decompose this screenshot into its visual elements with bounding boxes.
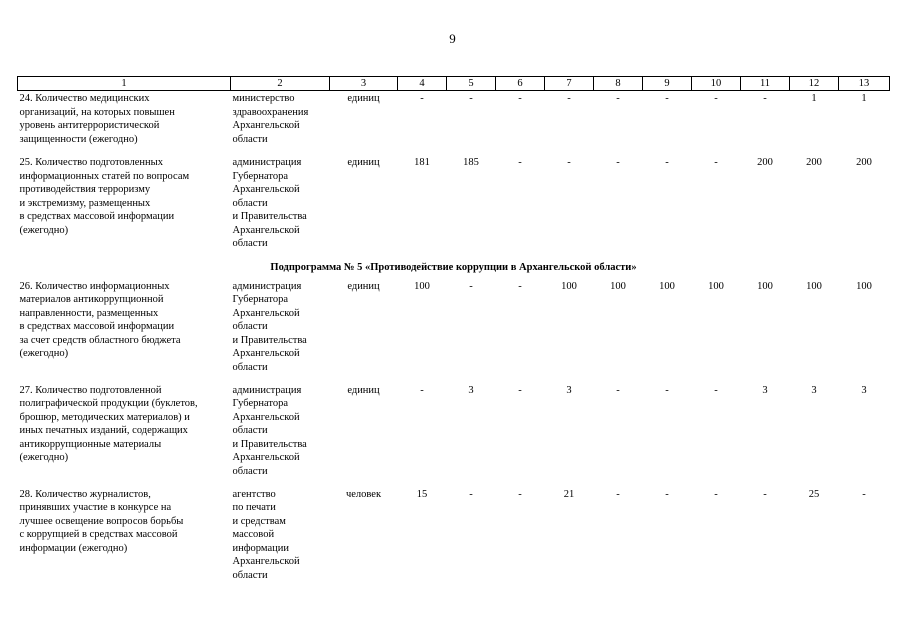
value-cell: - [518, 384, 522, 396]
column-header: 11 [741, 77, 790, 91]
responsible-organization: администрация Губернатора Архангельской области и Правительства Архангельской области [232, 384, 307, 477]
unit-cell: единиц [347, 384, 380, 396]
value-cell: 3 [468, 384, 474, 396]
indicator-name: 28. Количество журналистов, принявших участие в конкурсе на лучшее освещение вопросов борьбы с коррупцией в средствах массовой информации (ежегодно) [19, 488, 184, 554]
value-cell: - [420, 384, 424, 396]
indicator-name: 27. Количество подготовленной полиграфической продукции (буклетов, брошюр, методических материалов) и иных печатных изданий, содержащих антикоррупционные материалы (ежегодно) [19, 384, 198, 463]
column-header: 3 [330, 77, 398, 91]
table-row [18, 279, 890, 383]
responsible-organization: администрация Губернатора Архангельской области и Правительства Архангельской области [232, 157, 307, 249]
value-cell: 1 [861, 93, 867, 104]
value-cell: - [567, 93, 571, 104]
value-cell: - [518, 157, 522, 168]
value-cell: 100 [806, 280, 822, 292]
value-cell: 3 [566, 384, 572, 396]
subprogram-row [18, 259, 890, 279]
value-cell: - [714, 384, 718, 396]
value-cell: 100 [757, 280, 773, 292]
page-number: 9 [449, 31, 456, 46]
column-header: 10 [692, 77, 741, 91]
responsible-organization: агентство по печати и средствам массовой информации Архангельской области [232, 488, 300, 581]
table-row [18, 155, 890, 259]
value-cell: 15 [416, 488, 428, 500]
column-header: 4 [398, 77, 447, 91]
value-cell: - [518, 93, 522, 104]
column-number-header [18, 77, 890, 91]
value-cell: - [420, 93, 424, 104]
indicators-table [17, 76, 890, 582]
value-cell: 200 [757, 157, 773, 168]
value-cell: - [616, 93, 620, 104]
value-cell: - [763, 93, 767, 104]
indicator-name: 24. Количество медицинских организаций, на которых повышен уровень антитеррористической защищенности (ежегодно) [19, 93, 175, 145]
value-cell: 3 [762, 384, 768, 396]
unit-cell: единиц [347, 93, 380, 104]
value-cell: - [469, 488, 473, 500]
value-cell: 185 [463, 157, 479, 168]
value-cell: - [665, 157, 669, 168]
value-cell: - [714, 488, 718, 500]
value-cell: 200 [806, 157, 822, 168]
value-cell: 1 [811, 93, 817, 104]
value-cell: - [469, 280, 473, 292]
value-cell: - [665, 488, 669, 500]
column-header: 5 [447, 77, 496, 91]
value-cell: - [616, 157, 620, 168]
unit-cell: единиц [347, 280, 380, 292]
value-cell: 21 [563, 488, 575, 500]
column-header: 1 [18, 77, 231, 91]
value-cell: - [862, 488, 866, 500]
column-header: 6 [496, 77, 545, 91]
value-cell: 3 [811, 384, 817, 396]
responsible-organization: министерство здравоохранения Архангельской области [232, 93, 309, 145]
table-row [18, 91, 890, 156]
value-cell: 181 [414, 157, 430, 168]
value-cell: 100 [708, 280, 724, 292]
value-cell: 200 [856, 157, 872, 168]
column-header: 12 [790, 77, 839, 91]
value-cell: - [616, 488, 620, 500]
table-row [18, 383, 890, 487]
value-cell: - [714, 93, 718, 104]
responsible-organization: администрация Губернатора Архангельской области и Правительства Архангельской области [232, 280, 307, 373]
value-cell: - [665, 93, 669, 104]
column-header: 8 [594, 77, 643, 91]
value-cell: - [665, 384, 669, 396]
value-cell: - [518, 488, 522, 500]
value-cell: 100 [856, 280, 872, 292]
value-cell: - [714, 157, 718, 168]
indicator-name: 25. Количество подготовленных информационных статей по вопросам противодействия терроризму и экстремизму, размещенных в средствах массовой информации (ежегодно) [19, 157, 190, 236]
value-cell: - [518, 280, 522, 292]
column-header: 7 [545, 77, 594, 91]
value-cell: 3 [861, 384, 867, 396]
table-row [18, 487, 890, 583]
value-cell: 25 [808, 488, 820, 500]
unit-cell: единиц [347, 157, 380, 168]
column-header: 9 [643, 77, 692, 91]
value-cell: - [469, 93, 473, 104]
value-cell: - [616, 384, 620, 396]
value-cell: 100 [561, 280, 577, 292]
value-cell: - [763, 488, 767, 500]
unit-cell: человек [345, 488, 382, 500]
subprogram-title: Подпрограмма № 5 «Противодействие коррупции в Архангельской области» [270, 262, 637, 273]
indicator-name: 26. Количество информационных материалов антикоррупционной направленности, размещенных в средствах массовой информации за счет средств областного бюджета (ежегодно) [19, 280, 181, 359]
value-cell: 100 [414, 280, 430, 292]
value-cell: - [567, 157, 571, 168]
column-header: 2 [231, 77, 330, 91]
value-cell: 100 [610, 280, 626, 292]
value-cell: 100 [659, 280, 675, 292]
column-header: 13 [839, 77, 890, 91]
